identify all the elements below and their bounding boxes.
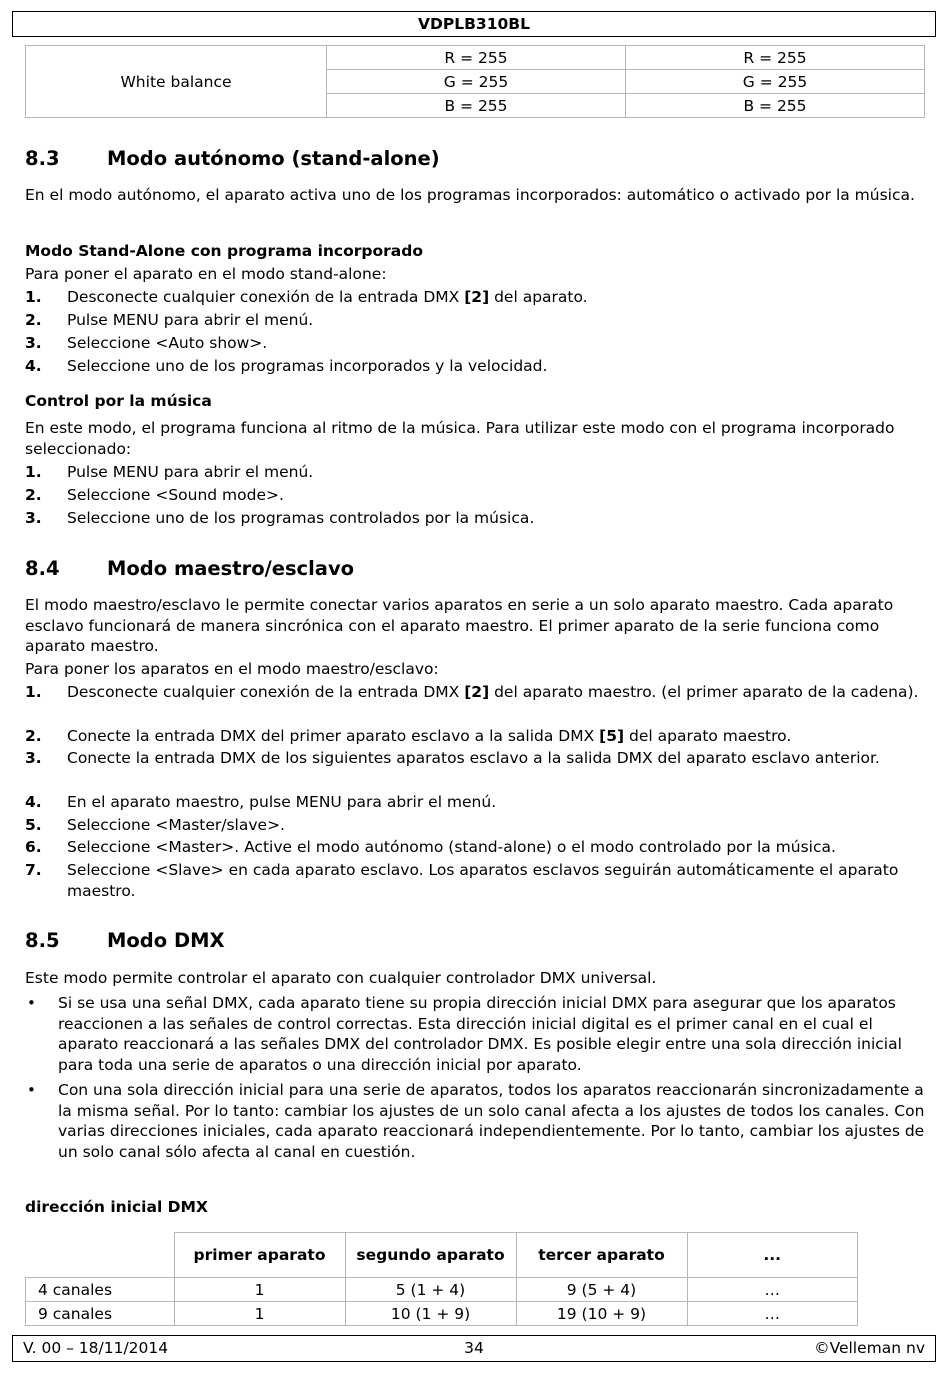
section-heading-8-3 — [25, 147, 440, 171]
list-number: 5. — [25, 816, 42, 834]
paragraph: Para poner los aparatos en el modo maestro/esclavo: — [25, 660, 439, 678]
paragraph: En el modo autónomo, el aparato activa uno de los programas incorporados: automático o activado por la música. — [25, 186, 915, 204]
list-item — [25, 682, 930, 703]
list-number: 6. — [25, 838, 42, 856]
list-text: Desconecte cualquier conexión de la entrada DMX — [67, 288, 465, 306]
list-number: 1. — [25, 288, 42, 306]
list-text: Conecte la entrada DMX del primer aparato esclavo a la salida DMX — [67, 727, 600, 745]
list-number: 3. — [25, 749, 42, 767]
list-text: del aparato maestro. (el primer aparato de la cadena). — [489, 683, 919, 701]
list-text: Seleccione <Auto show>. — [67, 334, 268, 352]
wb-label-cell: White balance — [26, 46, 327, 118]
list-item — [25, 287, 930, 308]
list-item — [25, 815, 930, 836]
list-text: del aparato maestro. — [624, 727, 792, 745]
table-header-row — [26, 1233, 858, 1278]
table-cell: … — [687, 1302, 858, 1326]
paragraph: Este modo permite controlar el aparato con cualquier controlador DMX universal. — [25, 969, 657, 987]
list-item — [25, 726, 930, 747]
list-text: Desconecte cualquier conexión de la entrada DMX — [67, 683, 465, 701]
table-cell: 10 (1 + 9) — [345, 1302, 516, 1326]
section-number: 8.4 — [25, 557, 60, 580]
bullet-item — [25, 1080, 930, 1162]
table-cell: G = 255 — [626, 70, 925, 94]
list-number: 2. — [25, 486, 42, 504]
table-header-cell: ... — [687, 1233, 858, 1278]
footer-page-number: 34 — [464, 1339, 484, 1357]
list-number: 7. — [25, 861, 42, 879]
subheading: Control por la música — [25, 392, 212, 410]
bullet-item — [25, 993, 930, 1075]
list-item — [25, 860, 930, 901]
list-number: 3. — [25, 334, 42, 352]
bullet-text: Si se usa una señal DMX, cada aparato tiene su propia dirección inicial DMX para asegurar que los aparatos reaccionen a las señales de control correctas. Esta dirección inicial digital es el primer canal en el cual el aparato reaccionará a las señales DMX del controlador DMX. Es posible elegir entre una sola dirección inicial para toda una serie de aparatos o una dirección inicial por aparato. — [58, 994, 902, 1074]
bullet-text: Con una sola dirección inicial para una serie de aparatos, todos los aparatos reaccionarán sincronizadamente a la misma señal. Por lo tanto: cambiar los ajustes de un solo canal afecta a los ajustes de todos los canales. Con varias direcciones iniciales, cada aparato reaccionará independientemente. Por lo tanto, cambiar los ajustes de un solo canal sólo afecta al canal en cuestión. — [58, 1081, 925, 1161]
list-number: 2. — [25, 727, 42, 745]
list-text: En el aparato maestro, pulse MENU para abrir el menú. — [67, 793, 497, 811]
list-item — [25, 792, 930, 813]
section-number: 8.5 — [25, 929, 60, 952]
list-text: Pulse MENU para abrir el menú. — [67, 311, 314, 329]
table-cell: G = 255 — [327, 70, 626, 94]
list-number: 4. — [25, 357, 42, 375]
table-row — [26, 1302, 858, 1326]
section-title: Modo autónomo (stand-alone) — [107, 147, 440, 170]
bullet-glyph: • — [27, 1081, 36, 1099]
paragraph: En este modo, el programa funciona al ritmo de la música. Para utilizar este modo con el programa incorporado seleccionado: — [25, 419, 895, 458]
list-item — [25, 837, 930, 858]
table-corner-cell — [26, 1233, 175, 1278]
table-cell: 5 (1 + 4) — [345, 1278, 516, 1302]
header-title: VDPLB310BL — [418, 15, 530, 33]
table-header-cell: tercer aparato — [516, 1233, 687, 1278]
list-item — [25, 333, 930, 354]
list-number: 3. — [25, 509, 42, 527]
list-item — [25, 356, 930, 377]
section-title: Modo DMX — [107, 929, 225, 952]
list-item — [25, 485, 930, 506]
table-cell: 19 (10 + 9) — [516, 1302, 687, 1326]
list-item — [25, 508, 930, 529]
list-number: 1. — [25, 683, 42, 701]
table-cell: 1 — [174, 1302, 345, 1326]
ref-number: [2] — [464, 288, 490, 306]
list-text: Seleccione uno de los programas controlados por la música. — [67, 509, 535, 527]
list-text: Seleccione <Sound mode>. — [67, 486, 284, 504]
list-item — [25, 748, 930, 769]
table-cell: B = 255 — [327, 94, 626, 118]
list-text: Seleccione <Master/slave>. — [67, 816, 285, 834]
bullet-glyph: • — [27, 994, 36, 1012]
table-row — [26, 1278, 858, 1302]
list-number: 1. — [25, 463, 42, 481]
table-row-label: 9 canales — [26, 1302, 175, 1326]
list-text: del aparato. — [489, 288, 588, 306]
table-header-cell: primer aparato — [174, 1233, 345, 1278]
paragraph: Para poner el aparato en el modo stand-alone: — [25, 265, 387, 283]
section-heading-8-4 — [25, 557, 354, 581]
list-text: Conecte la entrada DMX de los siguientes aparatos esclavo a la salida DMX del aparato esclavo anterior. — [67, 749, 880, 767]
table-header-cell: segundo aparato — [345, 1233, 516, 1278]
section-title: Modo maestro/esclavo — [107, 557, 355, 580]
table-cell: R = 255 — [327, 46, 626, 70]
section-heading-8-5 — [25, 929, 225, 953]
footer-copyright: ©Velleman nv — [814, 1339, 925, 1357]
page-header — [12, 11, 936, 37]
list-text: Seleccione <Slave> en cada aparato esclavo. Los aparatos esclavos seguirán automáticamente el aparato maestro. — [67, 861, 899, 900]
table-cell: B = 255 — [626, 94, 925, 118]
table-cell: 9 (5 + 4) — [516, 1278, 687, 1302]
list-item — [25, 310, 930, 331]
list-number: 2. — [25, 311, 42, 329]
paragraph: El modo maestro/esclavo le permite conectar varios aparatos en serie a un solo aparato maestro. Cada aparato esclavo funcionará de manera sincrónica con el aparato maestro. El primer aparato de la serie funciona como aparato maestro. — [25, 596, 894, 655]
table-row — [26, 46, 925, 70]
footer-version: V. 00 – 18/11/2014 — [23, 1339, 169, 1357]
list-item — [25, 462, 930, 483]
section-number: 8.3 — [25, 147, 60, 170]
ref-number: [2] — [464, 683, 490, 701]
table-row-label: 4 canales — [26, 1278, 175, 1302]
table-cell: 1 — [174, 1278, 345, 1302]
list-text: Seleccione uno de los programas incorporados y la velocidad. — [67, 357, 548, 375]
page-footer — [12, 1335, 936, 1362]
list-number: 4. — [25, 793, 42, 811]
table-cell: R = 255 — [626, 46, 925, 70]
list-text: Pulse MENU para abrir el menú. — [67, 463, 314, 481]
dmx-address-table — [25, 1232, 858, 1326]
white-balance-table — [25, 45, 925, 118]
ref-number: [5] — [599, 727, 625, 745]
subheading: dirección inicial DMX — [25, 1198, 208, 1216]
table-cell: … — [687, 1278, 858, 1302]
list-text: Seleccione <Master>. Active el modo autónomo (stand-alone) o el modo controlado por la música. — [67, 838, 836, 856]
subheading: Modo Stand-Alone con programa incorporado — [25, 242, 423, 260]
